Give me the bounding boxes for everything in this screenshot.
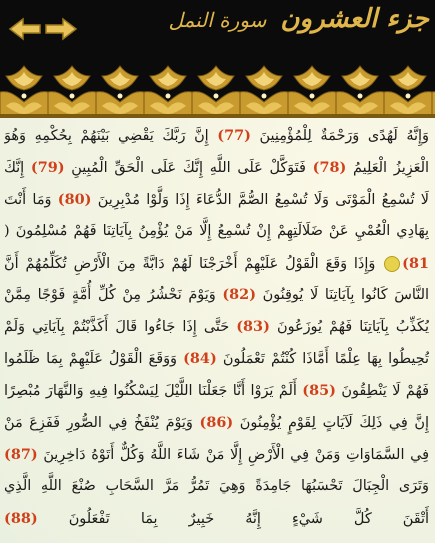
verse-line [4, 216, 429, 248]
back-button[interactable] [6, 12, 44, 46]
verse-line [4, 152, 429, 184]
verse-text: فَهُمْ لَا يَنْطِقُونَ [335, 383, 429, 400]
verse-text: الْعَزِيزُ الْعَلِيمُ [346, 159, 429, 176]
ayah-number: (83) [236, 318, 270, 336]
verse-line [4, 439, 429, 471]
verse-text: وَيَوْمَ يُنْفَخُ فِي الصُّورِ فَفَزِعَ مَنْ [4, 415, 200, 432]
verse-text: أَتْقَنَ كُلَّ شَيْءٍ إِنَّهُ خَبِيرٌ بِمَا تَفْعَلُونَ [37, 510, 429, 527]
verse-lines [4, 120, 429, 535]
ayah-number: (77) [217, 127, 251, 144]
verse-text: وَمَا أَنْتَ [4, 191, 58, 208]
verse-text: يُكَذِّبُ بِآيَاتِنَا فَهُمْ يُوزَعُونَ [269, 319, 429, 336]
verse-text: وَيَوْمَ نَحْشُرُ مِنْ كُلِّ أُمَّةٍ فَوْجًا مِمَّنْ [4, 287, 223, 304]
page-header [0, 0, 435, 62]
verse-text: وَتَرَى الْجِبَالَ تَحْسَبُهَا جَامِدَةً وَهِيَ تَمُرُّ مَرَّ السَّحَابِ صُنْعَ اللَّهِ الَّذِي [4, 477, 429, 494]
verse-line [4, 120, 429, 152]
verse-text: إِنَّ فِي ذَلِكَ لَآيَاتٍ لِقَوْمٍ يُؤْمِنُونَ [233, 415, 429, 432]
arrow-right-icon [44, 17, 78, 41]
ayah-number: (85) [302, 382, 336, 400]
verse-line [4, 248, 429, 280]
verse-marker-icon [384, 256, 400, 272]
verse-text: بِهَادِي الْعُمْيِ عَنْ ضَلَالَتِهِمْ إِنْ تُسْمِعُ إِلَّا مَنْ يُؤْمِنُ بِآيَاتِنَا فَهُمْ مُسْلِمُونَ ( [4, 222, 429, 239]
ayah-number: (82) [222, 286, 256, 304]
verse-text: فَتَوَكَّلْ عَلَى اللَّهِ إِنَّكَ عَلَى الْحَقِّ الْمُبِينِ [64, 159, 313, 176]
verse-text: لَا تُسْمِعُ الْمَوْتَى وَلَا تُسْمِعُ الصُّمَّ الدُّعَاءَ إِذَا وَلَّوْا مُدْبِرِينَ [91, 191, 429, 208]
verse-text: إِنَّ رَبَّكَ يَقْضِي بَيْنَهُمْ بِحُكْمِهِ وَهُوَ [4, 128, 218, 144]
ayah-number: (88) [4, 509, 38, 527]
verse-line [4, 279, 429, 311]
ayah-number: (84) [183, 350, 217, 368]
ayah-number: (86) [199, 414, 234, 432]
header-titles [168, 4, 429, 34]
verse-text: حَتَّى إِذَا جَاءُوا قَالَ أَكَذَّبْتُمْ بِآيَاتِي وَلَمْ [4, 319, 237, 336]
verse-line [4, 375, 429, 407]
ayah-number: 81) [402, 254, 429, 272]
verse-text: تُحِيطُوا بِهَا عِلْمًا أَمَّاذَا كُنْتُمْ تَعْمَلُونَ [216, 351, 429, 368]
verse-text: النَّاسَ كَانُوا بِآيَاتِنَا لَا يُوقِنُونَ [256, 287, 429, 304]
verse-text: وَإِنَّهُ لَهُدًى وَرَحْمَةٌ لِلْمُؤْمِنِينَ [250, 128, 429, 144]
ornamental-border [0, 62, 435, 118]
ayah-number: (80) [57, 190, 92, 208]
verse-text: فِي السَّمَاوَاتِ وَمَنْ فِي الْأَرْضِ إِلَّا مَنْ شَاءَ اللَّهُ وَكُلٌّ أَتَوْهُ دَاخِرِينَ [37, 446, 429, 463]
verse-line [4, 471, 429, 503]
ayah-number: (78) [312, 158, 347, 176]
verse-text: إِنَّكَ [4, 159, 31, 176]
verse-line [4, 311, 429, 343]
verse-text: وَوَقَعَ الْقَوْلُ عَلَيْهِمْ بِمَا ظَلَمُوا [4, 351, 184, 368]
verse-line [4, 184, 429, 216]
verse-line [4, 343, 429, 375]
juz-title: جزء العشرون [280, 4, 429, 34]
arrow-left-icon [8, 17, 42, 41]
mushaf-page [0, 118, 435, 543]
forward-button[interactable] [42, 12, 80, 46]
surah-title: سورة النمل [168, 8, 267, 32]
ayah-number: (79) [30, 158, 65, 176]
verse-line [4, 407, 429, 439]
ayah-number: (87) [4, 445, 38, 463]
verse-text: وَإِذَا وَقَعَ الْقَوْلُ عَلَيْهِمْ أَخْرَجْنَا لَهُمْ دَابَّةً مِنَ الْأَرْضِ تُكَلِّمُهُمْ أَنَّ [4, 255, 383, 272]
verse-text: أَلَمْ يَرَوْا أَنَّا جَعَلْنَا اللَّيْلَ لِيَسْكُنُوا فِيهِ وَالنَّهَارَ مُبْصِرًا [4, 383, 303, 400]
verse-line [4, 503, 429, 535]
